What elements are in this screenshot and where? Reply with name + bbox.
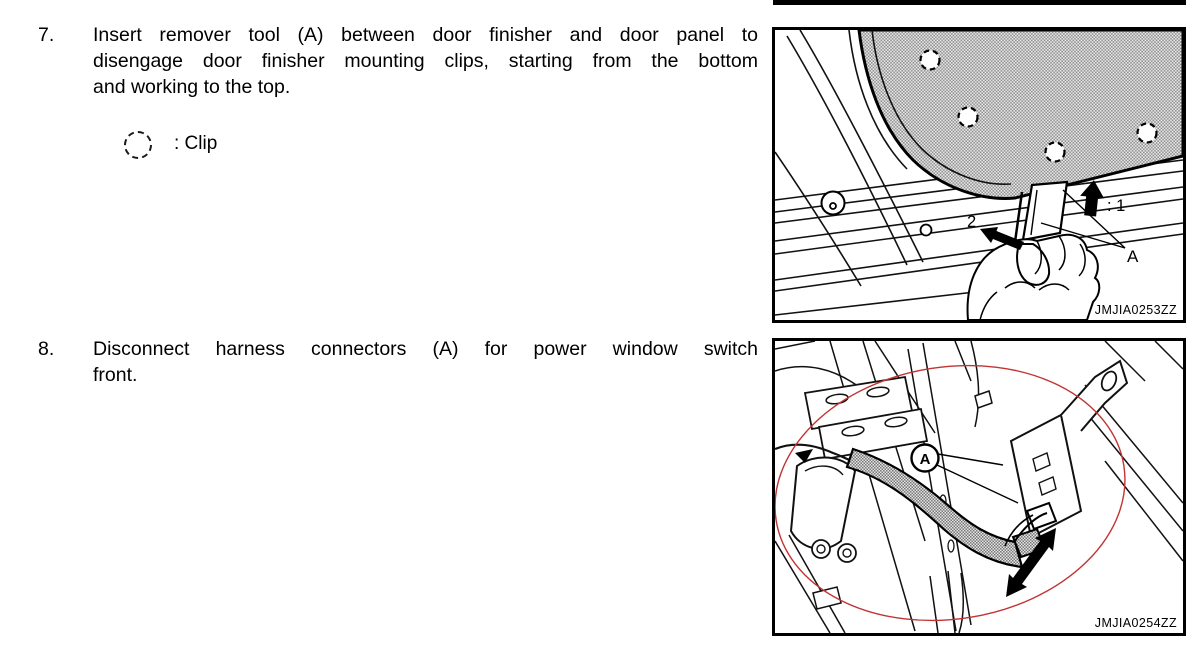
part-label-a: A [1127,247,1139,266]
bracket-plates [805,377,927,459]
step-7-number: 7. [38,24,55,46]
clip-legend [124,131,217,159]
step-8-line-2: front. [93,364,138,386]
arrow-2-label: 2 [967,213,977,231]
figure-2-caption: JMJIA0254ZZ [1094,616,1177,630]
figure-1-caption: JMJIA0253ZZ [1094,303,1177,317]
clip-legend-label: : Clip [174,133,218,154]
arrow-1-label: : 1 [1107,197,1126,215]
step-8-line-1: Disconnect harness connectors (A) for power window switch [93,338,758,360]
step-8-text [93,336,758,388]
panel-hole [921,225,932,236]
clip-symbol-icon [124,131,152,159]
figure-door-finisher-removal [772,27,1186,323]
part-label-a: A [919,451,931,468]
cropped-figure-bottom-border [773,0,1186,5]
door-finisher-panel [859,30,1183,198]
figure-1-illustration [775,30,1183,320]
step-7-line-2: disengage door finisher mounting clips, starting from the bottom [93,50,758,72]
hand [968,235,1100,320]
step-7-text [93,22,758,100]
figure-2-illustration [775,341,1183,633]
step-7-line-1: Insert remover tool (A) between door finisher and door panel to [93,24,758,46]
figure-harness-connectors [772,338,1186,636]
step-8 [38,336,758,388]
step-7-line-3: and working to the top. [93,76,291,98]
step-7 [38,22,758,100]
step-8-number: 8. [38,338,55,360]
